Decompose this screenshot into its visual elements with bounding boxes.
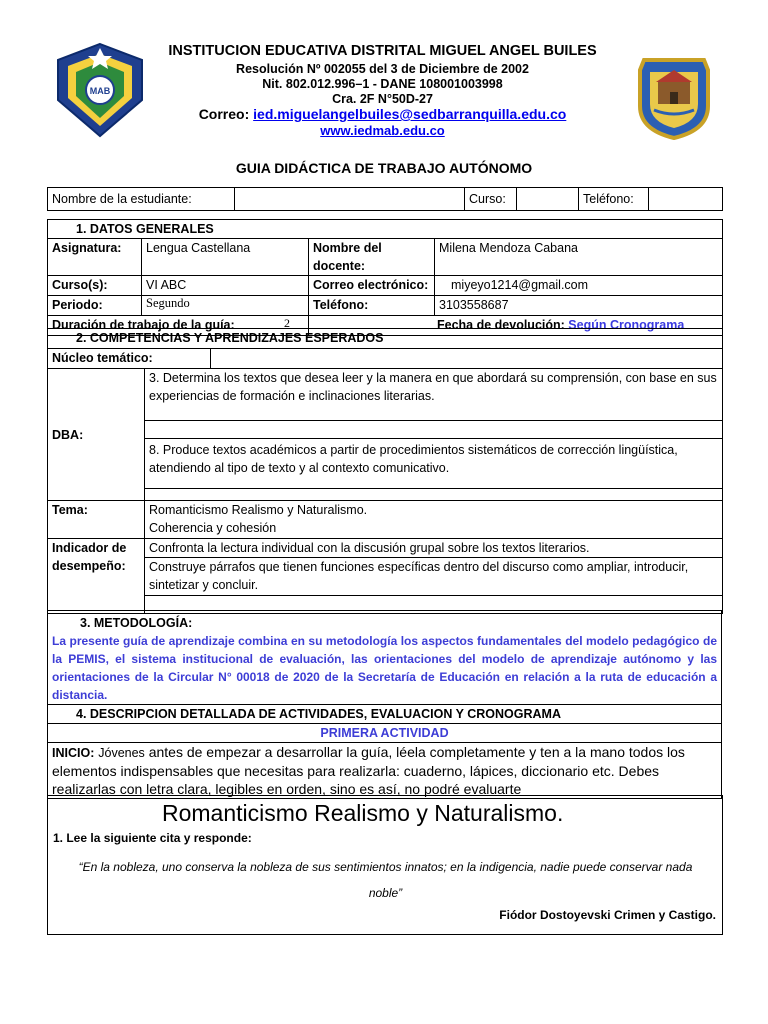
dba-item-2: 8. Produce textos académicos a partir de procedimientos sistemáticos de corrección lingüística, atendiendo al tipo de texto y al contexto comunicativo. (145, 439, 723, 489)
address-line: Cra. 2F N°50D-27 (332, 92, 433, 106)
reading-quote: “En la nobleza, uno conserva la nobleza de sus sentimientos innatos; en la indigencia, nadie puede conservar nada noble” (78, 860, 693, 900)
teacher-phone-label: Teléfono: (309, 296, 435, 316)
methodology-table (47, 610, 722, 799)
subject-value: Lengua Castellana (142, 239, 309, 276)
student-course-label: Curso: (465, 188, 517, 211)
dba-item-1: 3. Determina los textos que desea leer y la manera en que abordará su comprensión, con base en sus experiencias de formación e inclinaciones literarias. (145, 369, 723, 421)
competencies-table (47, 328, 723, 614)
subject-label: Asignatura: (48, 239, 142, 276)
institution-name: INSTITUCION EDUCATIVA DISTRITAL MIGUEL ANGEL BUILES (168, 43, 597, 59)
courses-value: VI ABC (142, 276, 309, 296)
start-cell (48, 743, 722, 799)
teacher-email-value: miyeyo1214@gmail.com (435, 276, 723, 296)
methodology-heading: 3. METODOLOGÍA: (80, 616, 193, 630)
duration-value: 2 (284, 316, 290, 330)
period-label: Periodo: (48, 296, 142, 316)
teacher-phone-value: 3103558687 (435, 296, 723, 316)
nit-line: Nit. 802.012.996–1 - DANE 108001003998 (262, 77, 503, 91)
district-seal (634, 50, 714, 140)
dba-spacer-2 (145, 489, 723, 501)
dba-spacer-1 (145, 421, 723, 439)
general-data-table (47, 219, 723, 336)
topic-label: Tema: (48, 501, 145, 539)
student-phone-field[interactable] (649, 188, 723, 211)
indicator-2: Construye párrafos que tienen funciones específicas dentro del discurso como ampliar, introducir, sintetizar y concluir. (145, 558, 723, 596)
topic-value (145, 501, 723, 539)
dba-label: DBA: (48, 369, 145, 501)
school-logo (50, 40, 150, 140)
student-table (47, 187, 723, 211)
svg-text:MAB: MAB (89, 86, 111, 96)
period-value: Segundo (142, 296, 309, 316)
methodology-cell (48, 611, 722, 705)
topic-line-2: Coherencia y cohesión (149, 521, 277, 535)
teacher-value: Milena Mendoza Cabana (435, 239, 723, 276)
reading-title: Romanticismo Realismo y Naturalismo. (162, 800, 564, 826)
reading-box (47, 795, 723, 935)
indicator-label: Indicador de desempeño: (48, 539, 145, 614)
courses-label: Curso(s): (48, 276, 142, 296)
teacher-email-label: Correo electrónico: (309, 276, 435, 296)
resolution-line: Resolución Nº 002055 del 3 de Diciembre de 2002 (236, 62, 529, 76)
page-title: GUIA DIDÁCTICA DE TRABAJO AUTÓNOMO (235, 160, 533, 176)
core-topic-label: Núcleo temático: (48, 349, 211, 369)
methodology-text: La presente guía de aprendizaje combina en su metodología los aspectos fundamentales del modelo pedagógico de la PEMIS, el sistema institucional de evaluación, las orientaciones del modelo de aprendizaje autónomo y las orientaciones de la Circular N° 00018 de 2020 de la Secretaría de Educación en relación a la ruta de educación a distancia. (52, 634, 717, 702)
email-link[interactable]: ied.miguelangelbuiles@sedbarranquilla.edu.co (253, 106, 567, 122)
teacher-label: Nombre del docente: (309, 239, 435, 276)
general-heading: 1. DATOS GENERALES (48, 220, 723, 239)
email-line (150, 106, 615, 122)
student-name-label: Nombre de la estudiante: (48, 188, 235, 211)
reading-question: 1. Lee la siguiente cita y responde: (53, 831, 252, 845)
return-date-label: Fecha de devolución: (437, 318, 565, 332)
indicator-1: Confronta la lectura individual con la discusión grupal sobre los textos literarios. (145, 539, 723, 558)
start-label: INICIO: (52, 746, 95, 760)
competencies-heading: 2. COMPETENCIAS Y APRENDIZAJES ESPERADOS (48, 329, 723, 349)
start-text: antes de empezar a desarrollar la guía, léela completamente y ten a la mano todos los elementos indispensables que necesitas para realizarla: cuaderno, lápices, diccionario etc. Debes realizarlas con letra clara, legibles en orden, sino es así, no podré evaluarte (52, 744, 685, 797)
student-course-field[interactable] (517, 188, 579, 211)
duration-label: Duración de trabajo de la guía: (52, 318, 235, 332)
topic-line-1: Romanticismo Realismo y Naturalismo. (149, 503, 368, 517)
core-topic-value[interactable] (211, 349, 723, 369)
return-date-value: Según Cronograma (568, 318, 685, 332)
student-name-field[interactable] (235, 188, 465, 211)
start-word: Jóvenes (98, 746, 145, 760)
website-line (150, 123, 615, 138)
website-link[interactable]: www.iedmab.edu.co (320, 123, 445, 138)
reading-author: Fiódor Dostoyevski Crimen y Castigo. (499, 908, 716, 922)
activities-heading: 4. DESCRIPCION DETALLADA DE ACTIVIDADES, EVALUACION Y CRONOGRAMA (48, 705, 722, 724)
student-phone-label: Teléfono: (579, 188, 649, 211)
first-activity-label: PRIMERA ACTIVIDAD (48, 724, 722, 743)
email-label: Correo: (198, 106, 250, 122)
